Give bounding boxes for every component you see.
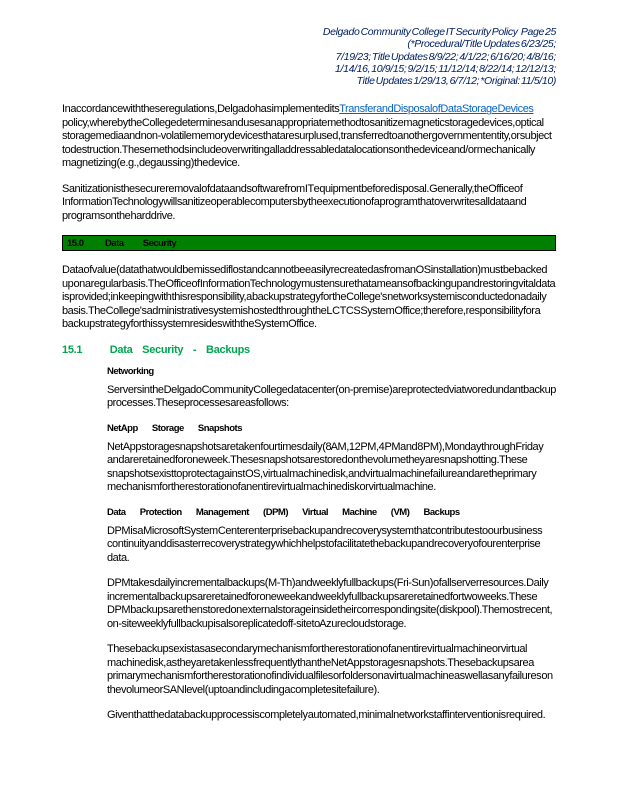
section-15-1-title: Data Security - Backups — [109, 343, 250, 356]
transfer-disposal-policy-link[interactable]: Transfer and Disposal of Data Storage Devices — [339, 103, 534, 116]
netapp-snapshots-heading: NetApp Storage Snapshots — [107, 422, 242, 434]
header-revision-line-4: Title Updates 1/29/13, 6/7/12; *Original: 11/5/10) — [356, 75, 556, 88]
dpm-paragraph-4: Given that the data backup process is completely automated, minimal network staff intervention is required. — [107, 709, 546, 722]
networking-heading: Networking — [107, 365, 154, 377]
dpm-backups-heading: Data Protection Management (DPM) Virtual Machine (VM) Backups — [107, 506, 460, 518]
dpm-paragraph-3: These backups exist as a secondary mechanism for the restoration of an entire virtual machine or virtual machine disk, as they are taken less frequently than the NetApp storage snapshots. These backups are a primary mechanism for the restoration of individual files or folders on a virtual machine as well as any failures on the volume or SAN level (up to and including a complete site failure). — [107, 643, 553, 696]
servers-intro-paragraph: Servers in the Delgado Community College data center (on-premise) are protected via two redundant backup processes. These processes are as follows: — [107, 383, 556, 410]
header-title-line: Delgado Community College IT Security Policy Page 25 — [322, 26, 556, 38]
dpm-paragraph-1: DPM is a Microsoft System Center enterprise backup and recovery system that contributes to our business continuity and disaster recovery strategy which helps to facilitate the backup and recovery of our enterprise data. — [107, 524, 543, 564]
netapp-snapshots-paragraph: NetApp storage snapshots are taken four times daily (8 AM, 12 PM, 4 PM and 8 PM), Monday through Friday and are retained for one week. These snapshots are stored on the volume they are snapshotting. These snapshots exist to protect against OS, virtual machine disk, and virtual machine failure and are the primary mechanism for the restoration of an entire virtual machine disk or virtual machine. — [107, 440, 544, 494]
header-revision-line-3: 1/14/16, 10/9/15; 9/2/15; 11/12/14; 8/22/14; 12/12/13; — [335, 62, 556, 75]
dpm-paragraph-2: DPM takes daily incremental backups (M-Th) and weekly full backups (Fri-Sun) of all server resources. Daily incremental backups are retained for one week and weekly full backups are retained for two weeks. These DPM backups are then stored on external storage inside their corresponding site (disk pool). The most recent, on-site weekly full backup is also replicated off-site to Azure cloud storage. — [107, 577, 553, 630]
section-15-0-title: Data Security — [105, 237, 177, 249]
header-revision-line-2: 7/19/23; Title Updates 8/9/22; 4/1/22; 6/16/20; 4/8/16; — [335, 50, 556, 63]
section-15-1-number: 15.1 — [62, 343, 83, 356]
page-header — [62, 26, 556, 87]
header-revision-line-1: (*Procedural/Title Updates 6/23/25; — [407, 38, 556, 51]
intro-paragraph-2: Sanitization is the secure removal of data and software from IT equipment before disposal. Generally, the Office of Information Technology will sanitize operable computers by the execution of a program that overwrites all data and programs on the hard drive. — [62, 182, 527, 222]
section-15-0-number: 15.0 — [67, 237, 84, 249]
intro-p1-text-after: policy, whereby the College determines and uses an appropriate method to sanitize magnetic storage devices, optical storage media and non-volatile memory devices that are surplused, transferred to another government entity, or subject to destruction. These methods include overwriting all addressable data locations on the device and/or mechanically magnetizing (e.g., degaussing) the device. — [62, 116, 552, 170]
section-15-0-bar — [62, 235, 556, 251]
intro-p1-text-before: In accordance with these regulations, Delgado has implemented its — [62, 103, 340, 116]
section-15-0-body: Data of value (data that would be missed if lost and cannot be easily recreated as from an OS installation) must be backed up on a regular basis. The Office of Information Technology must ensure that a means of backing up and restoring vital data is provided; in keeping with this responsibility, a backup strategy for the College's network system is conducted on a daily basis. The College's administrative system is hosted through the LCTCS System Office; therefore, responsibility for a backup strategy for this system resides with the System Office. — [62, 264, 556, 331]
section-15-1-content — [62, 366, 556, 723]
intro-paragraph-1 — [62, 103, 556, 171]
section-15-1-heading — [62, 344, 556, 356]
